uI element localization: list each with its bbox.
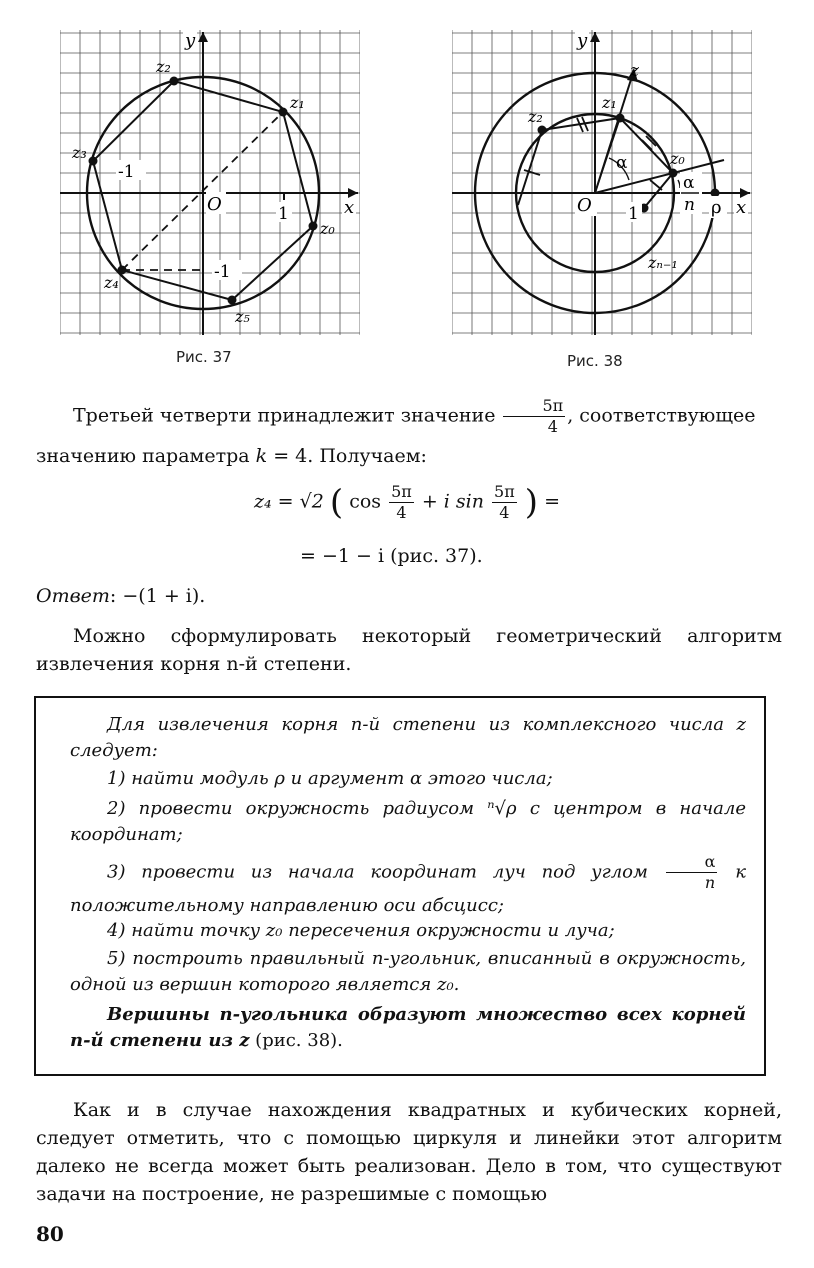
z0-label-37: z₀ bbox=[320, 219, 335, 238]
grid-38 bbox=[452, 30, 752, 335]
z1-label-38: z₁ bbox=[602, 93, 617, 112]
zn-1-label-38: zₙ₋₁ bbox=[648, 253, 678, 272]
box-bold: Вершины n-угольника образуют множество всех корней n-й степени из z bbox=[70, 1004, 746, 1051]
eq1-frac1-num: 5π bbox=[391, 482, 412, 501]
z1-label-37: z₁ bbox=[290, 93, 305, 112]
eq1-frac2-den: 4 bbox=[499, 503, 510, 522]
eq1-lhs: z₄ = √2 bbox=[254, 490, 324, 513]
step3-b: к положительному направлению оси абсцисс; bbox=[70, 861, 746, 916]
step-5: 5) построить правильный n-угольник, вписанный в окружность, одной из вершин которого является z₀. bbox=[70, 948, 746, 995]
paragraph-construction: Как и в случае нахождения квадратных и кубических корней, следует отметить, что с помощью циркуля и линейки этот алгоритм далеко не всегда может быть реализован. Дело в том, что существуют задачи на построение, не разрешимые с помощью bbox=[36, 1099, 782, 1205]
origin-label-38: O bbox=[577, 195, 592, 216]
z4-label-37: z₄ bbox=[104, 273, 119, 292]
step-1: 1) найти модуль ρ и аргумент α этого числа; bbox=[107, 768, 553, 789]
z0-label-38: z₀ bbox=[670, 149, 685, 168]
page-number: 80 bbox=[36, 1222, 64, 1246]
paragraph-third-quarter bbox=[36, 396, 782, 437]
step-3 bbox=[70, 852, 746, 919]
y-label-38: y bbox=[577, 30, 588, 51]
p1-frac-den: 4 bbox=[547, 417, 558, 436]
origin-label-37: O bbox=[207, 194, 222, 215]
paragraph-parameter bbox=[36, 442, 782, 470]
figure-37 bbox=[60, 30, 360, 340]
z2-label-38: z₂ bbox=[528, 107, 543, 126]
box-intro: Для извлечения корня n-й степени из комплексного числа z следует: bbox=[70, 714, 746, 761]
tick-neg1-y-37: -1 bbox=[214, 262, 231, 282]
p1-text-c: значению параметра bbox=[36, 445, 250, 467]
step2-a: 2) провести окружность радиусом bbox=[107, 798, 475, 819]
step3-frac-den: n bbox=[704, 873, 716, 892]
p1-k: k bbox=[255, 445, 268, 467]
step2-root: ⁿ√ρ bbox=[487, 798, 517, 819]
z3-label-37: z₃ bbox=[72, 143, 87, 162]
tick-neg1-x-37: -1 bbox=[118, 162, 135, 182]
paragraph-algorithm-intro: Можно сформулировать некоторый геометрический алгоритм извлечения корня n-й степени. bbox=[36, 625, 782, 675]
answer-value: : −(1 + i). bbox=[109, 585, 206, 607]
tick-1-38: 1 bbox=[628, 204, 639, 224]
box-conclusion bbox=[70, 1002, 746, 1054]
alpha-label-38: α bbox=[616, 153, 628, 173]
eq1-frac2-num: 5π bbox=[494, 482, 515, 501]
caption-38: Рис. 38 bbox=[567, 352, 623, 370]
equation-result: = −1 − i (рис. 37). bbox=[300, 545, 483, 567]
equation-z4: z₄ = √2 ( cos $\frac{5\pi}{4}$ + i sin $\frac{5\pi}{4}$ ) = bbox=[254, 482, 560, 523]
answer-label: Ответ bbox=[36, 585, 110, 607]
p1-text-d: = 4. Получаем: bbox=[273, 445, 427, 467]
eq1-end: = bbox=[544, 490, 560, 513]
tick-1-37: 1 bbox=[278, 204, 289, 224]
x-label-37: x bbox=[344, 197, 355, 218]
z5-label-37: z₅ bbox=[235, 307, 250, 326]
z-ray-label-38: z bbox=[630, 61, 639, 81]
step-4: 4) найти точку z₀ пересечения окружности и луча; bbox=[107, 920, 615, 941]
eq1-cos: cos bbox=[349, 490, 382, 513]
step-2 bbox=[70, 796, 746, 848]
p1-text-b: , соответствующее bbox=[567, 404, 756, 427]
alpha-over-n-den-38: n bbox=[684, 195, 695, 215]
y-label-37: y bbox=[185, 30, 196, 51]
step2-b: с центром в начале координат; bbox=[70, 798, 747, 845]
box-end: (рис. 38). bbox=[249, 1030, 343, 1051]
rho-label-38: ρ bbox=[711, 197, 722, 218]
x-label-38: x bbox=[736, 197, 747, 218]
p1-fraction bbox=[503, 396, 565, 437]
eq1-plus-isin: + i sin bbox=[421, 490, 484, 513]
answer-line bbox=[36, 582, 782, 610]
alpha-over-n-num-38: α bbox=[683, 173, 695, 193]
z2-label-37: z₂ bbox=[156, 57, 171, 76]
eq1-frac1-den: 4 bbox=[396, 503, 407, 522]
step3-frac-num: α bbox=[666, 852, 718, 873]
caption-37: Рис. 37 bbox=[176, 348, 232, 366]
p1-frac-num: 5π bbox=[503, 396, 565, 417]
figure-38 bbox=[452, 30, 752, 340]
step3-a: 3) провести из начала координат луч под углом bbox=[107, 861, 648, 883]
p1-text-a: Третьей четверти принадлежит значение bbox=[73, 404, 496, 427]
